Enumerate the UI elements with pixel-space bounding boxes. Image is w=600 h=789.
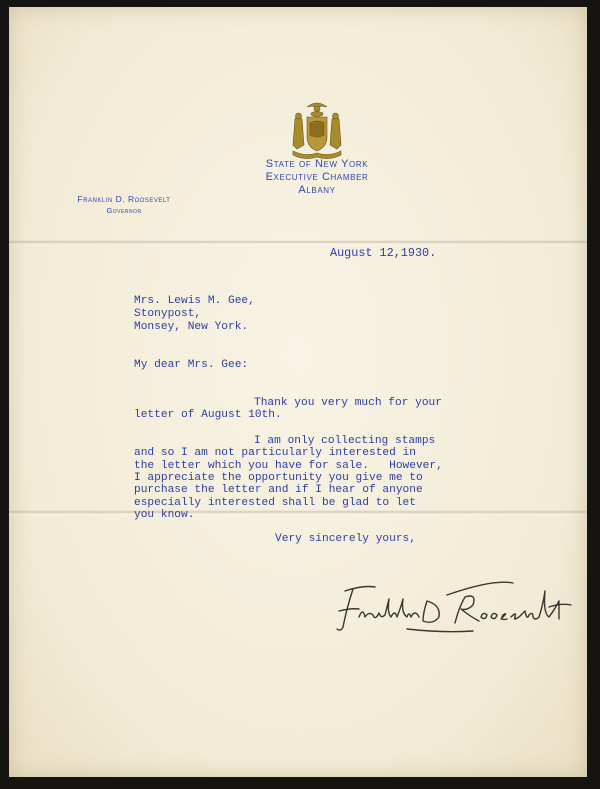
body-line: you know. bbox=[134, 509, 195, 521]
body-line: especially interested shall be glad to let bbox=[134, 497, 416, 509]
closing: Very sincerely yours, bbox=[275, 533, 416, 545]
sender-title: Governor bbox=[106, 206, 142, 215]
letterhead-state: State of New York bbox=[265, 158, 369, 170]
body-line: letter of August 10th. bbox=[134, 409, 282, 421]
letterhead-city: Albany bbox=[298, 184, 336, 196]
body-line: Thank you very much for your bbox=[254, 397, 442, 409]
body-line: I appreciate the opportunity you give me to bbox=[134, 472, 423, 484]
body-line: purchase the letter and if I hear of anyone bbox=[134, 484, 423, 496]
recipient-line: Mrs. Lewis M. Gee, bbox=[134, 295, 255, 307]
letterhead-chamber: Executive Chamber bbox=[265, 171, 369, 183]
state-seal-icon bbox=[285, 99, 349, 161]
letter-paper bbox=[9, 7, 587, 777]
salutation: My dear Mrs. Gee: bbox=[134, 359, 249, 371]
sender-name: Franklin D. Roosevelt bbox=[77, 194, 171, 204]
body-line: and so I am not particularly interested in bbox=[134, 447, 416, 459]
handwritten-signature bbox=[323, 577, 599, 637]
recipient-line: Monsey, New York. bbox=[134, 321, 249, 333]
body-line: the letter which you have for sale. However, bbox=[134, 460, 443, 472]
letter-date: August 12,1930. bbox=[330, 246, 437, 260]
recipient-line: Stonypost, bbox=[134, 308, 202, 320]
body-line: I am only collecting stamps bbox=[254, 435, 436, 447]
